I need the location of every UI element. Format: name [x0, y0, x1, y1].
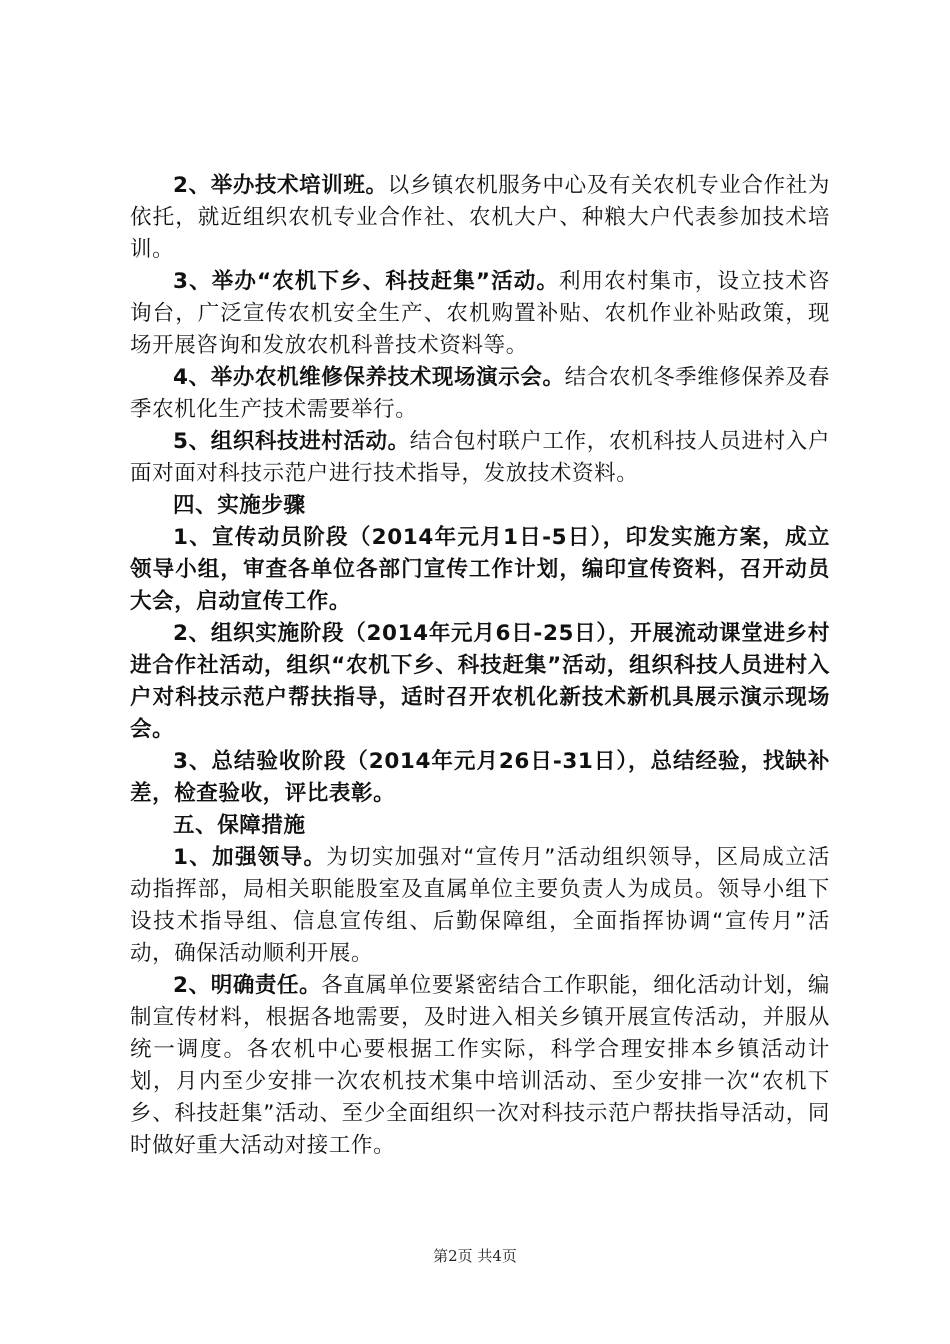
paragraph-text: 结合农机冬季维修保养及春季农机化生产技术需要举行。	[130, 365, 830, 422]
paragraph-lead: 2、举办技术培训班。	[173, 173, 388, 198]
document-body	[130, 170, 830, 1162]
measure-lead: 1、加强领导。	[173, 845, 327, 870]
paragraph-maintenance-demo	[130, 362, 830, 426]
paragraph-lead: 5、组织科技进村活动。	[173, 429, 410, 454]
paragraph-tech-fair	[130, 266, 830, 362]
step-implementation: 2、组织实施阶段（2014年元月6日-25日），开展流动课堂进乡村进合作社活动，组织“农机下乡、科技赶集”活动，组织科技人员进村入户对科技示范户帮扶指导，适时召开农机化新技术新机具展示演示现场会。	[130, 621, 830, 742]
paragraph-text: 结合包村联户工作，农机科技人员进村入户面对面对科技示范户进行技术指导，发放技术资料。	[130, 429, 830, 486]
measure-lead: 2、明确责任。	[173, 973, 322, 998]
section-heading-implementation-steps: 四、实施步骤	[173, 493, 306, 518]
measure-text: 为切实加强对“宣传月”活动组织领导，区局成立活动指挥部，局相关职能股室及直属单位主要负责人为成员。领导小组下设技术指导组、信息宣传组、后勤保障组，全面指挥协调“宣传月”活动，确保活动顺利开展。	[130, 845, 830, 966]
measure-text: 各直属单位要紧密结合工作职能，细化活动计划，编制宣传材料，根据各地需要，及时进入相关乡镇开展宣传活动，并服从统一调度。各农机中心要根据工作实际，科学合理安排本乡镇活动计划，月内至少安排一次农机技术集中培训活动、至少安排一次“农机下乡、科技赶集”活动、至少全面组织一次对科技示范户帮扶指导活动，同时做好重大活动对接工作。	[130, 973, 830, 1158]
measure-leadership	[130, 842, 830, 970]
measure-responsibility	[130, 970, 830, 1162]
paragraph-village-activity	[130, 426, 830, 490]
section-heading-safeguards: 五、保障措施	[173, 813, 306, 838]
page-number-footer: 第2页 共4页	[433, 1247, 517, 1265]
paragraph-training-class	[130, 170, 830, 266]
paragraph-text: 以乡镇农机服务中心及有关农机专业合作社为依托，就近组织农机专业合作社、农机大户、种粮大户代表参加技术培训。	[130, 173, 830, 262]
step-summary: 3、总结验收阶段（2014年元月26日-31日），总结经验，找缺补差，检查验收，评比表彰。	[130, 749, 830, 806]
step-mobilization: 1、宣传动员阶段（2014年元月1日-5日），印发实施方案，成立领导小组，审查各单位各部门宣传工作计划，编印宣传资料，召开动员大会，启动宣传工作。	[130, 525, 830, 614]
paragraph-lead: 3、举办“农机下乡、科技赶集”活动。	[173, 269, 559, 294]
paragraph-text: 利用农村集市，设立技术咨询台，广泛宣传农机安全生产、农机购置补贴、农机作业补贴政策，现场开展咨询和发放农机科普技术资料等。	[130, 269, 830, 358]
paragraph-lead: 4、举办农机维修保养技术现场演示会。	[173, 365, 565, 390]
